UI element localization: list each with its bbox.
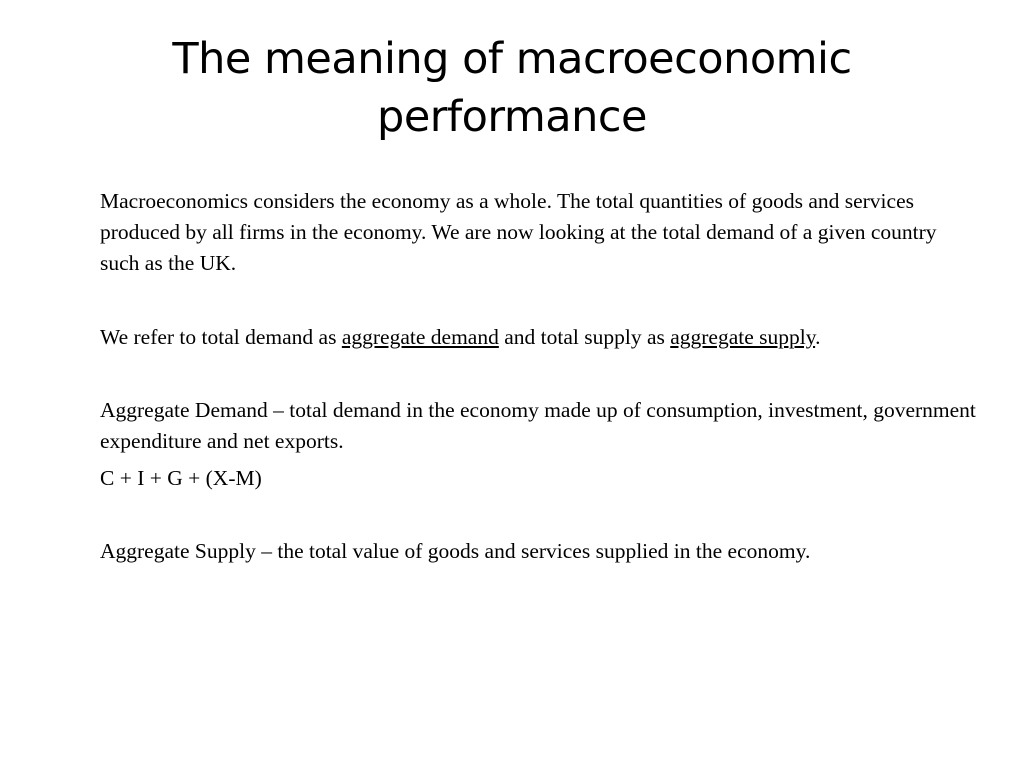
paragraph-text: and total supply as	[498, 325, 671, 349]
term-aggregate-supply: aggregate supply	[670, 325, 816, 349]
paragraph-aggregate-demand-definition: Aggregate Demand – total demand in the economy made up of consumption, investment, government expenditure and net exports.	[100, 398, 976, 453]
paragraph-macroeconomics: Macroeconomics considers the economy as a whole. The total quantities of goods and services produced by all firms in the economy. We are now looking at the total demand of a given country such as the UK.	[100, 189, 937, 275]
slide-title: The meaning of macroeconomic performance	[172, 34, 852, 142]
term-aggregate-demand: aggregate demand	[341, 325, 499, 349]
paragraph-text: .	[815, 325, 821, 349]
formula: C + I + G + (X-M)	[100, 466, 262, 490]
paragraph-aggregate-supply-definition: Aggregate Supply – the total value of goods and services supplied in the economy.	[100, 539, 811, 563]
slide-body	[100, 186, 980, 567]
paragraph-text: We refer to total demand as	[100, 325, 342, 349]
paragraph-aggregate-terms	[100, 322, 980, 353]
